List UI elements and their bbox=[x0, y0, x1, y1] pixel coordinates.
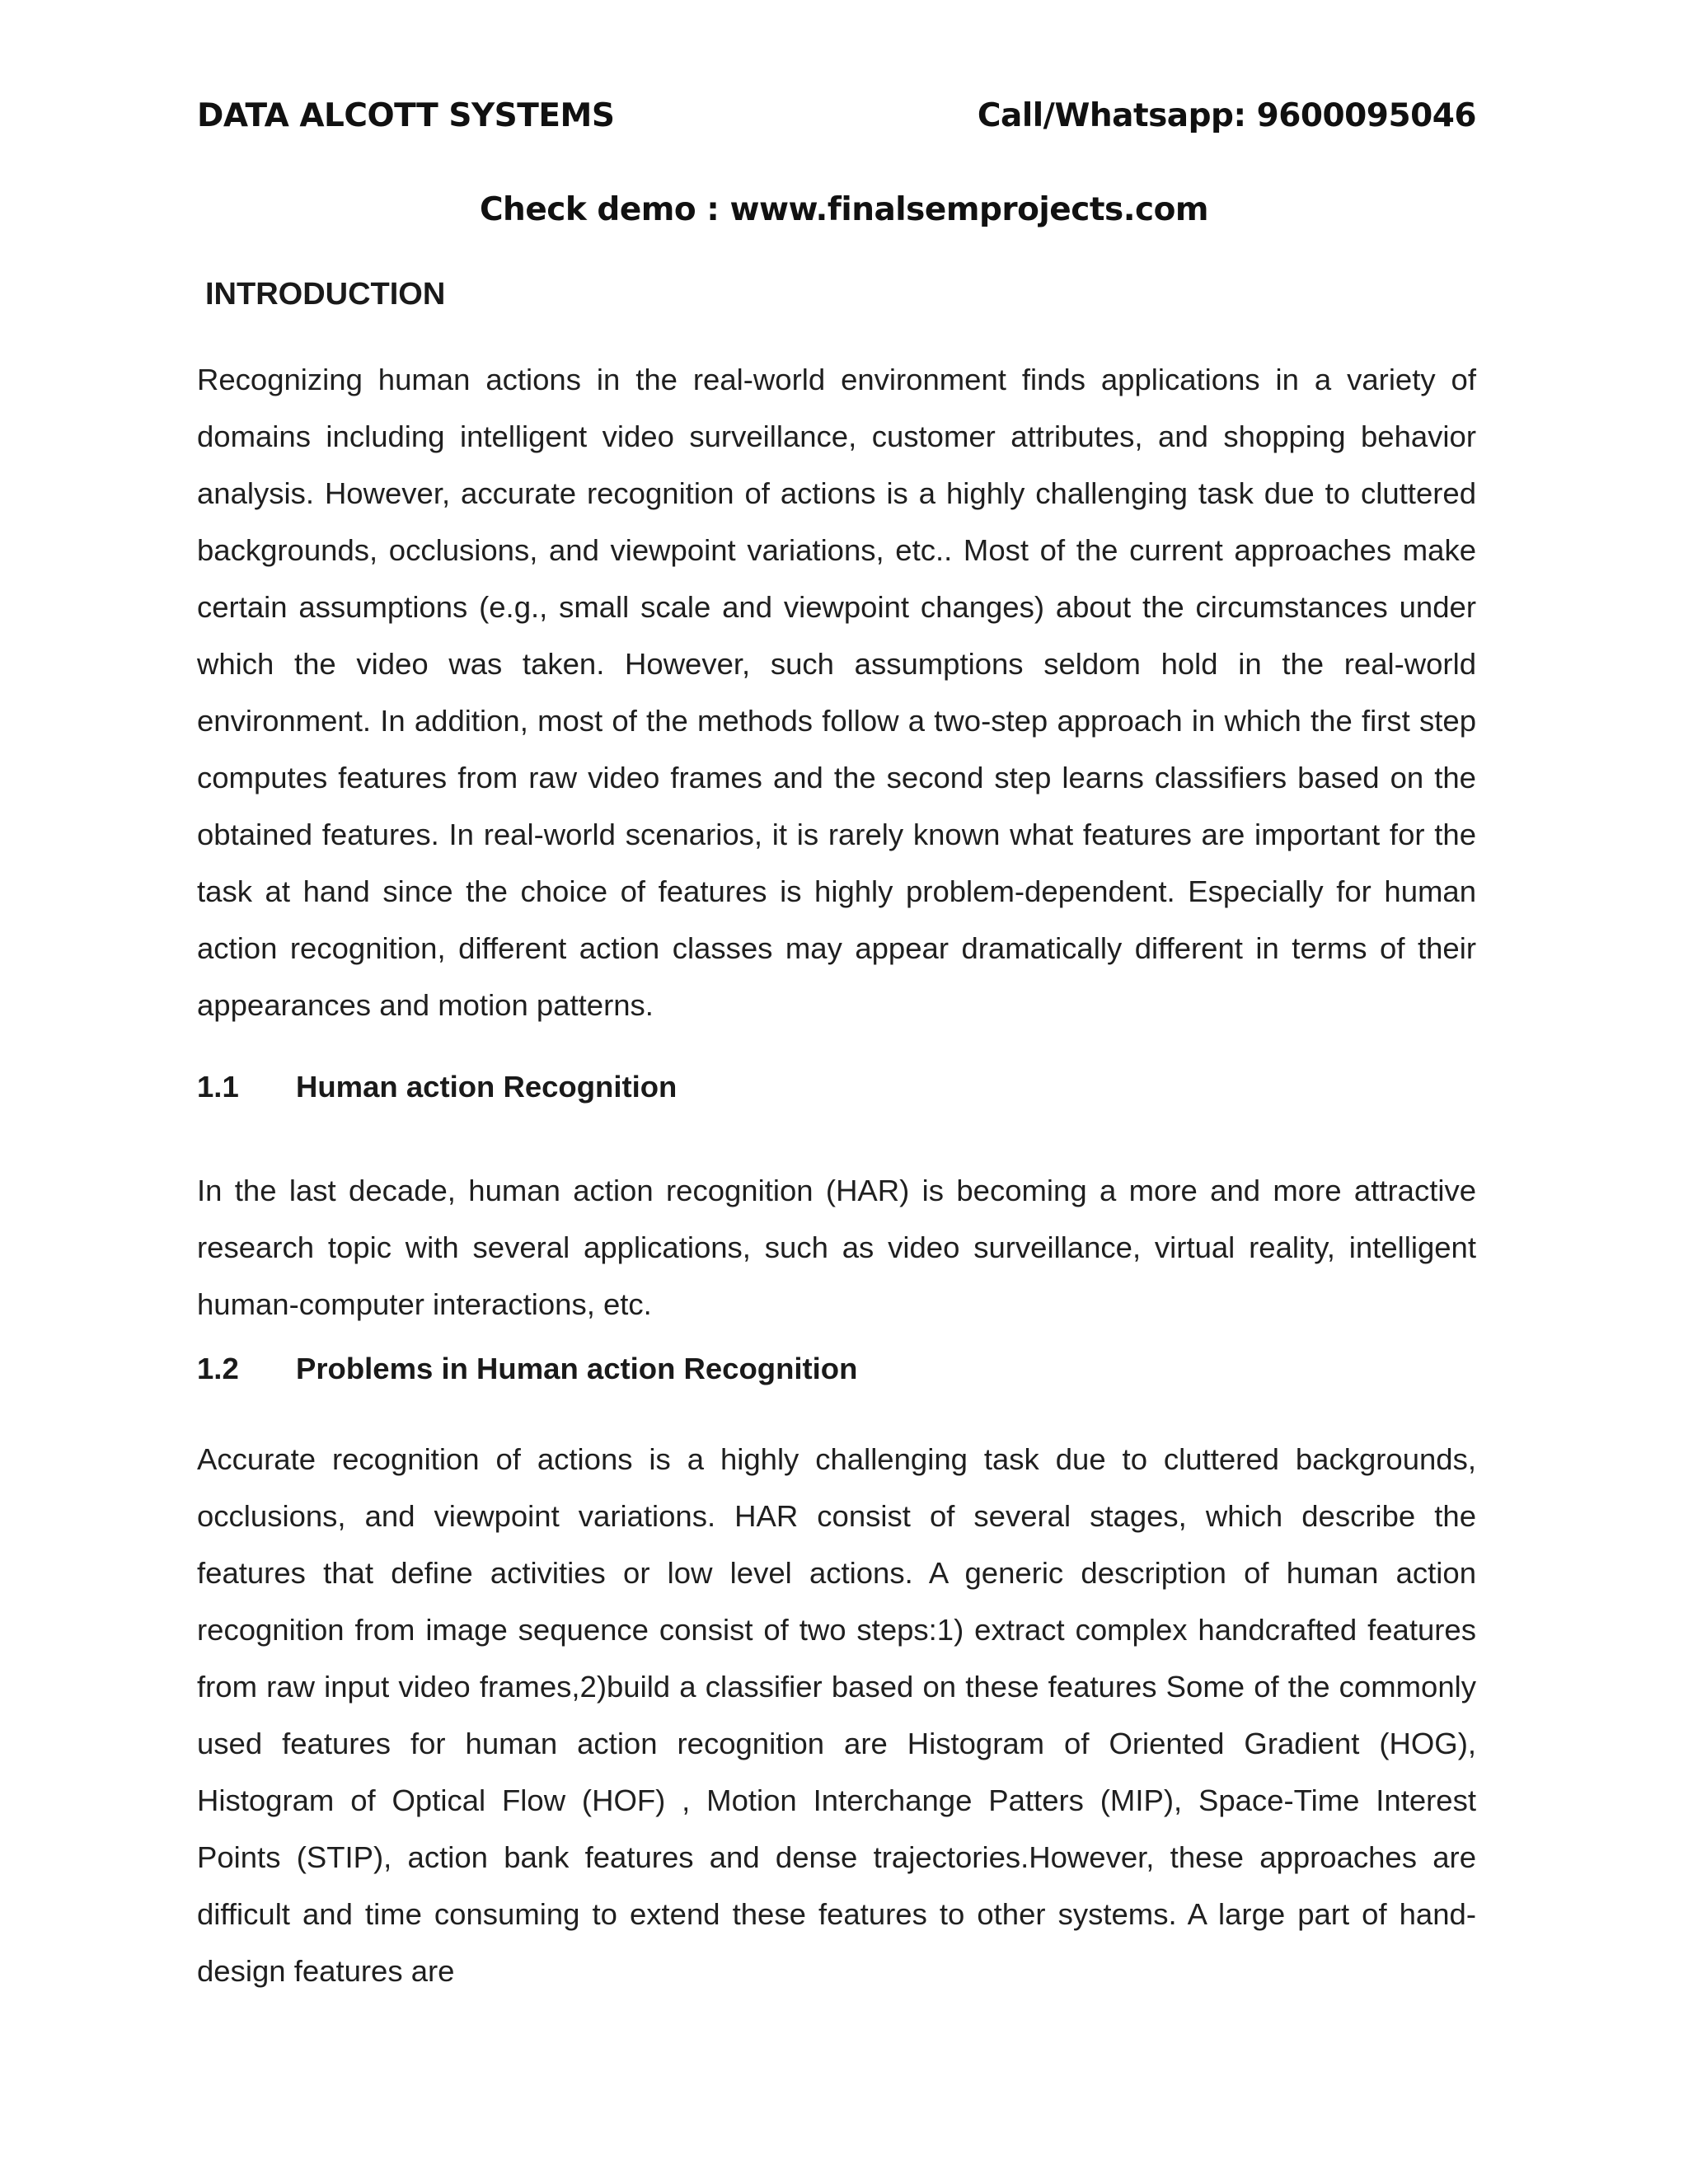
section-heading-1-2 bbox=[197, 1352, 857, 1386]
section-number: 1.1 bbox=[197, 1070, 239, 1104]
section-1-2-paragraph: Accurate recognition of actions is a highly challenging task due to cluttered backgrounds, occlusions, and viewpoint variations. HAR consist of several stages, which describe the features that define activities or low level actions. A generic description of human action recognition from image sequence consist of two steps:1) extract complex handcrafted features from raw input video frames,2)build a classifier based on these features Some of the commonly used features for human action recognition are Histogram of Oriented Gradient (HOG), Histogram of Optical Flow (HOF) , Motion Interchange Patters (MIP), Space-Time Interest Points (STIP), action bank features and dense trajectories.However, these approaches are difficult and time consuming to extend these features to other systems. A large part of hand-design features are bbox=[197, 1442, 1476, 1988]
page-header bbox=[197, 97, 1476, 147]
contact-number: Call/Whatsapp: 9600095046 bbox=[977, 97, 1476, 134]
introduction-heading: INTRODUCTION bbox=[205, 277, 446, 312]
company-name: DATA ALCOTT SYSTEMS bbox=[197, 97, 615, 134]
section-title: Problems in Human action Recognition bbox=[296, 1352, 858, 1385]
section-title: Human action Recognition bbox=[296, 1070, 678, 1104]
demo-link-text: Check demo : www.finalsemprojects.com bbox=[479, 191, 1209, 228]
section-1-1-paragraph: In the last decade, human action recognition (HAR) is becoming a more and more attractive research topic with several applications, such as video surveillance, virtual reality, intelligent human-computer interactions, etc. bbox=[197, 1174, 1476, 1321]
section-heading-1-1 bbox=[197, 1070, 677, 1104]
introduction-paragraph: Recognizing human actions in the real-world environment finds applications in a variety of domains including intelligent video surveillance, customer attributes, and shopping behavior analysis. However, accurate recognition of actions is a highly challenging task due to cluttered backgrounds, occlusions, and viewpoint variations, etc.. Most of the current approaches make certain assumptions (e.g., small scale and viewpoint changes) about the circumstances under which the video was taken. However, such assumptions seldom hold in the real-world environment. In addition, most of the methods follow a two-step approach in which the first step computes features from raw video frames and the second step learns classifiers based on the obtained features. In real-world scenarios, it is rarely known what features are important for the task at hand since the choice of features is highly problem-dependent. Especially for human action recognition, different action classes may appear dramatically different in terms of their appearances and motion patterns. bbox=[197, 363, 1476, 1022]
section-number: 1.2 bbox=[197, 1352, 239, 1385]
